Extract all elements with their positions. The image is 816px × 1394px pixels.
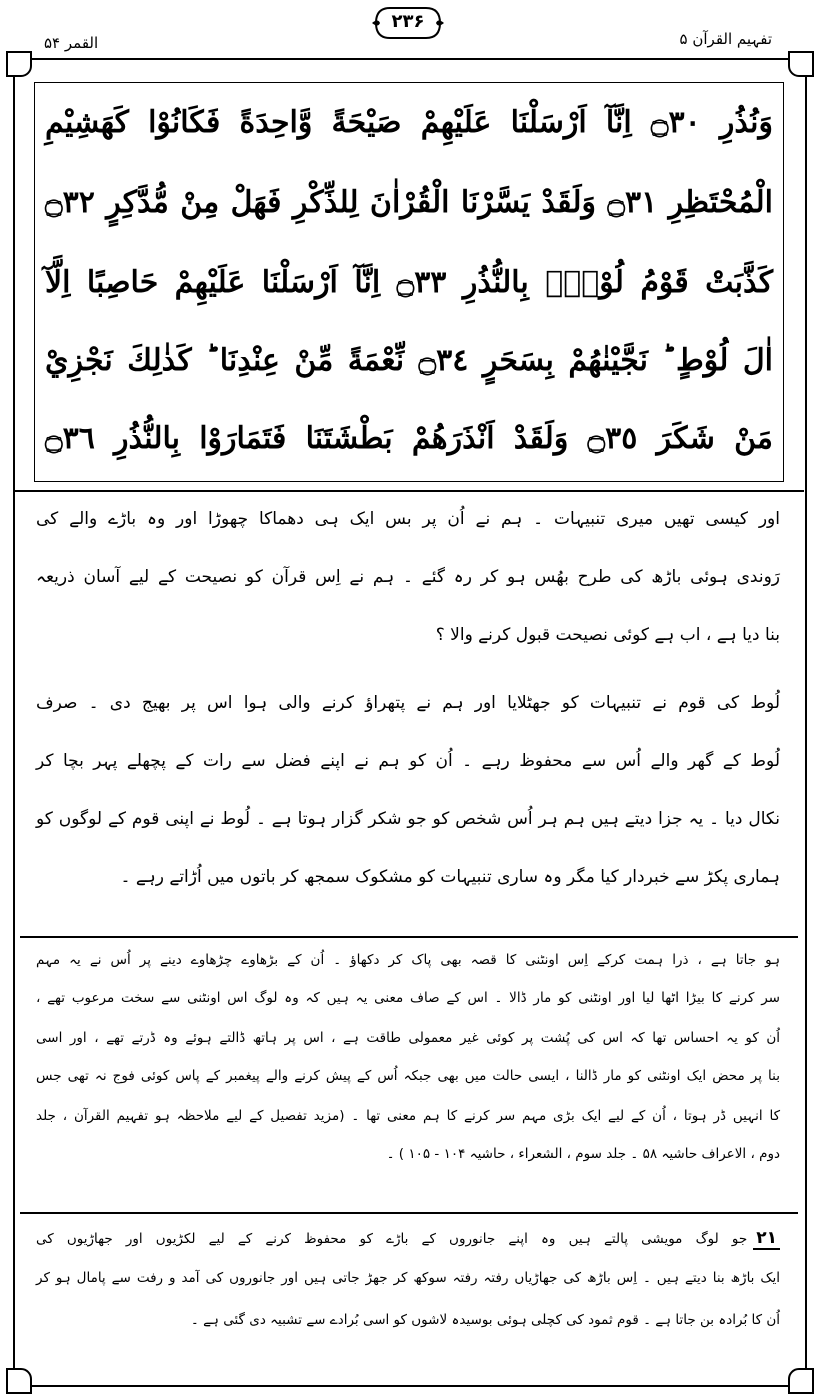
footnote-line: سر کرنے کا بیڑا اٹھا لیا اور اونٹنی کو مار ڈالا ۔ اس کے صاف معنی یہ ہیں کہ وہ لوگ اس اونٹنی سے سخت مرعوب تھے ، [36, 990, 780, 1006]
footnote-line [36, 1228, 780, 1250]
footnote-line: اُن کو یہ احساس تھا کہ اس کی پُشت پر کوئی غیر معمولی طاقت ہے ، اس پر ہاتھ ڈالتے ہوئے وہ ڈرتے تھے ، اور اسی [36, 1030, 780, 1046]
translation-line: لُوط کی قوم نے تنبیہات کو جھٹلایا اور ہم نے پتھراؤ کرنے والی ہوا اس پر بھیج دی ۔ صرف [36, 693, 780, 713]
footnote-line: ایک باڑھ بنا دیتے ہیں ۔ اِس باڑھ کی جھاڑیاں رفتہ رفتہ سوکھ کر جھڑ جاتی ہیں اور جانوروں کی آمد و رفت سے پامال ہو کر [36, 1270, 780, 1286]
translation-line: نکال دیا ۔ یہ جزا دیتے ہیں ہم ہر اُس شخص کو جو شکر گزار ہوتا ہے ۔ لُوط نے اپنی قوم کے لوگوں کو [36, 809, 780, 829]
translation-line: ہماری پکڑ سے خبردار کیا مگر وہ ساری تنبیہات کو مشکوک سمجھ کر باتوں میں اُڑاتے رہے ۔ [120, 867, 780, 887]
quran-line: وَنُذُرِ ۝٣٠ اِنَّآ اَرْسَلْنَا عَلَيْهِمْ صَيْحَةً وَّاحِدَةً فَكَانُوْا كَهَشِيْمِ [45, 105, 773, 140]
footnote-line: بنا پر محض ایک اونٹنی کو مار ڈالنا ، ایسی حالت میں بھی جبکہ اُس کے پیش کرنے والے پیغمبر کے پاس کوئی فوج نہ تھی جس [36, 1068, 780, 1084]
translation-line: لُوط کے گھر والے اُس سے محفوظ رہے ۔ اُن کو ہم نے اپنے فضل سے رات کے پچھلے پہر بچا کر [36, 751, 780, 771]
divider [20, 936, 798, 938]
frame-corner-ornament [6, 1368, 32, 1394]
quran-line: اٰلَ لُوْطٍ ؕ نَجَّيْنٰهُمْ بِسَحَرٍ ۝٣٤ نِّعْمَةً مِّنْ عِنْدِنَا ؕ كَذٰلِكَ نَجْزِيْ [45, 343, 773, 378]
footnote-number: ۲۱ [753, 1228, 780, 1250]
footnote-line: دوم ، الاعراف حاشیہ ۵۸ ۔ جلد سوم ، الشعراء ، حاشیہ ۱۰۴ - ۱۰۵ ) ۔ [386, 1146, 780, 1162]
surah-name-header: القمر ۵۴ [44, 34, 99, 52]
footnote-line: کا انہیں ڈر ہوتا ، اُن کے لیے ایک بڑی مہم سر کرنے کا ہم معنی تھا ۔ (مزید تفصیل کے لیے ملاحظہ ہو تفہیم القرآن ، جلد [36, 1108, 780, 1124]
footnote-line: اُن کا بُرادہ بن جاتا ہے ۔ قوم ثمود کی کچلی ہوئی بوسیدہ لاشوں کو اسی بُرادے سے تشبیہ دی گئی ہے ۔ [190, 1312, 780, 1328]
quran-line: كَذَّبَتْ قَوْمُ لُوْطٍۢ بِالنُّذُرِ ۝٣٣ اِنَّآ اَرْسَلْنَا عَلَيْهِمْ حَاصِبًا اِلَّآ [45, 265, 774, 300]
frame-corner-ornament [6, 51, 32, 77]
quran-line: الْمُحْتَظِرِ ۝٣١ وَلَقَدْ يَسَّرْنَا الْقُرْاٰنَ لِلذِّكْرِ فَهَلْ مِنْ مُّدَّكِرٍ ۝٣٢ [45, 185, 774, 220]
translation-block [36, 500, 780, 930]
divider [20, 1212, 798, 1214]
translation-line: اور کیسی تھیں میری تنبیہات ۔ ہم نے اُن پر بس ایک ہی دھماکا چھوڑا اور وہ باڑے والے کی [36, 509, 780, 529]
footnote-line: ہو جاتا ہے ، ذرا ہمت کرکے اِس اونٹنی کا قصہ بھی پاک کر دکھاؤ ۔ اُن کے بڑھاوے چڑھاوے دینے پر اُس نے یہ مہم [36, 952, 780, 968]
frame-corner-ornament [788, 1368, 814, 1394]
quran-line: مَنْ شَكَرَ ۝٣٥ وَلَقَدْ اَنْذَرَهُمْ بَطْشَتَنَا فَتَمَارَوْا بِالنُّذُرِ ۝٣٦ [45, 421, 773, 456]
divider [14, 490, 804, 492]
book-title-header: تفہیم القرآن ۵ [679, 30, 772, 48]
footnote-text: جو لوگ مویشی پالتے ہیں وہ اپنے جانوروں کے باڑے کو محفوظ کرنے کے لیے لکڑیوں اور جھاڑیوں کی [36, 1231, 748, 1247]
page-number: ۲۳۶ [391, 11, 425, 32]
translation-line: رَوندی ہوئی باڑھ کی طرح بھُس ہو کر رہ گئے ۔ ہم نے اِس قرآن کو نصیحت کے لیے آسان ذریعہ [36, 567, 780, 587]
translation-line: بنا دیا ہے ، اب ہے کوئی نصیحت قبول کرنے والا ؟ [435, 625, 780, 645]
footnote-block [36, 946, 780, 1208]
frame-corner-ornament [788, 51, 814, 77]
footnote-21 [36, 1222, 780, 1352]
quran-text-block [34, 82, 784, 482]
